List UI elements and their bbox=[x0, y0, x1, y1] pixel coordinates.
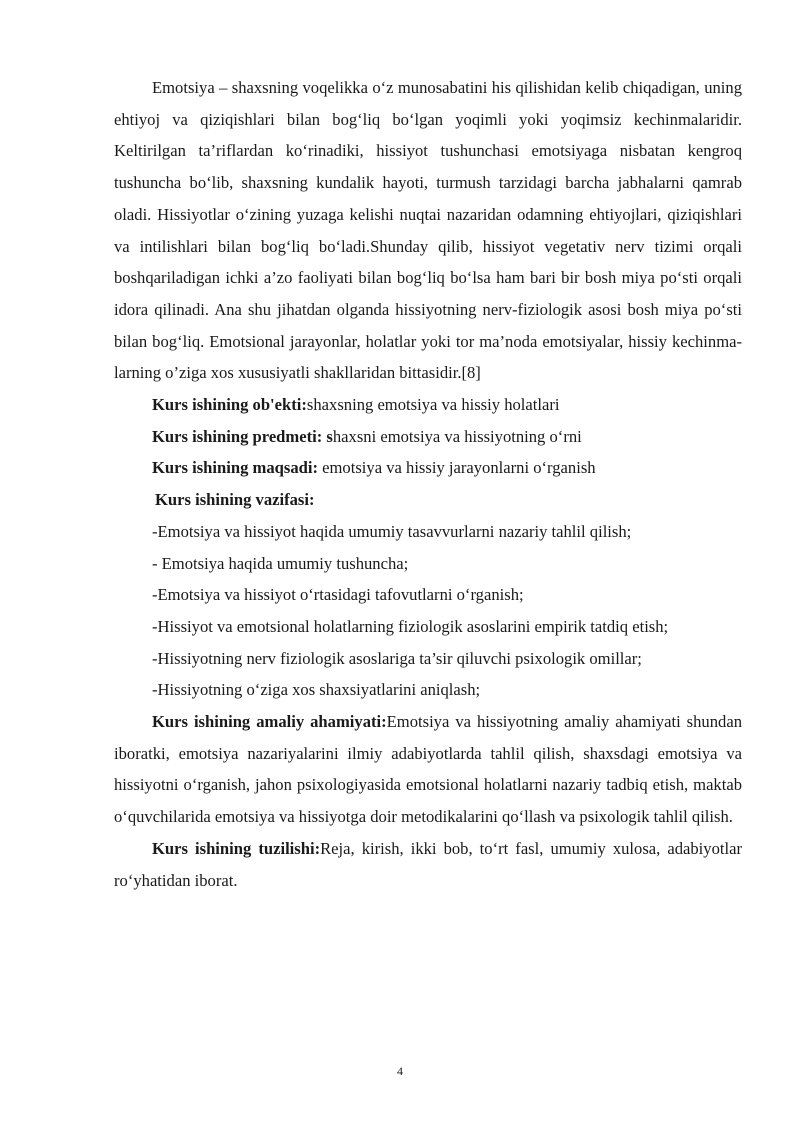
task-item: -Hissiyot va emotsional holatlarning fiziologik asoslarini empirik tatdiq etish; bbox=[152, 616, 669, 636]
structure-label: Kurs ishining tuzilishi: bbox=[152, 838, 321, 858]
page-body bbox=[114, 72, 742, 896]
structure-text: Reja, kirish, ikki bob, to‘rt fasl, umumiy xulosa, adabiyotlar ro‘yhatidan iborat. bbox=[114, 838, 742, 890]
practical-text: Emotsiya va hissiyotning amaliy ahamiyati shundan iboratki, emotsiya nazariyalarini ilmiy adabiyotlarda tahlil qilish, shaxsdagi emotsiya va hissiyotni o‘rganish, jahon psixologiyasida emotsional holatlarni nazariy tadbiq etish, maktab o‘quvchilarida emotsiya va hissiyotga doir metodikalarini qo‘llash va psixologik tahlil qilish. bbox=[114, 712, 742, 827]
practical-label: Kurs ishining amaliy ahamiyati: bbox=[152, 712, 387, 732]
object-line bbox=[114, 389, 742, 421]
task-item: -Hissiyotning nerv fiziologik asoslariga ta’sir qiluvchi psixologik omillar; bbox=[152, 648, 642, 668]
structure-paragraph bbox=[114, 833, 742, 896]
goal-line bbox=[114, 452, 742, 484]
goal-text: emotsiya va hissiy jarayonlarni o‘rganish bbox=[318, 458, 596, 478]
intro-paragraph: Emotsiya – shaxsning voqelikka o‘z munosabatini his qilishidan kelib chiqadigan, uning ehtiyoj va qiziqishlari bilan bog‘liq bo‘lgan yoqimli yoki yoqimsiz kechinmalaridir. Keltirilgan ta’riflardan ko‘rinadiki, hissiyot tushunchasi emotsiyaga nisbatan kengroq tushuncha bo‘lib, shaxsning kundalik hayoti, turmush tarzidagi barcha jabhalarni qamrab oladi. Hissiyotlar o‘zining yuzaga kelishi nuqtai nazaridan odamning ehtiyojlari, qiziqishlari va intilishlari bilan bog‘liq bo‘ladi.Shunday qilib, hissiyot vegetativ nerv tizimi orqali boshqariladigan ichki a’zo faoliyati bilan bog‘liq bo‘lsa ham bari bir bosh miya po‘sti orqali idora qilinadi. Ana shu jihatdan olganda hissiyotning nerv-fiziologik asosi bosh miya po‘sti bilan bog‘liq. Emotsional jarayonlar, holatlar yoki tor ma’noda emotsiyalar, hissiy kechinma-larning o’ziga xos xususiyatli shakllaridan bittasidir.[8] bbox=[114, 78, 742, 383]
tasks-heading bbox=[114, 484, 742, 516]
task-item: - Emotsiya haqida umumiy tushuncha; bbox=[152, 553, 409, 573]
task-item: -Emotsiya va hissiyot haqida umumiy tasavvurlarni nazariy tahlil qilish; bbox=[152, 521, 632, 541]
tasks-label: Kurs ishining vazifasi: bbox=[155, 490, 315, 510]
task-item: -Emotsiya va hissiyot o‘rtasidagi tafovutlarni o‘rganish; bbox=[152, 585, 524, 605]
practical-paragraph bbox=[114, 706, 742, 833]
subject-text: haxsni emotsiya va hissiyotning o‘rni bbox=[332, 426, 582, 446]
subject-label: Kurs ishining predmeti: s bbox=[152, 426, 333, 446]
task-item: -Hissiyotning o‘ziga xos shaxsiyatlarini aniqlash; bbox=[152, 680, 481, 700]
subject-line bbox=[114, 421, 742, 453]
object-text: shaxsning emotsiya va hissiy holatlari bbox=[306, 395, 560, 415]
object-label: Kurs ishining ob'ekti: bbox=[152, 395, 307, 415]
goal-label: Kurs ishining maqsadi: bbox=[152, 458, 318, 478]
page-number: 4 bbox=[397, 1064, 403, 1078]
